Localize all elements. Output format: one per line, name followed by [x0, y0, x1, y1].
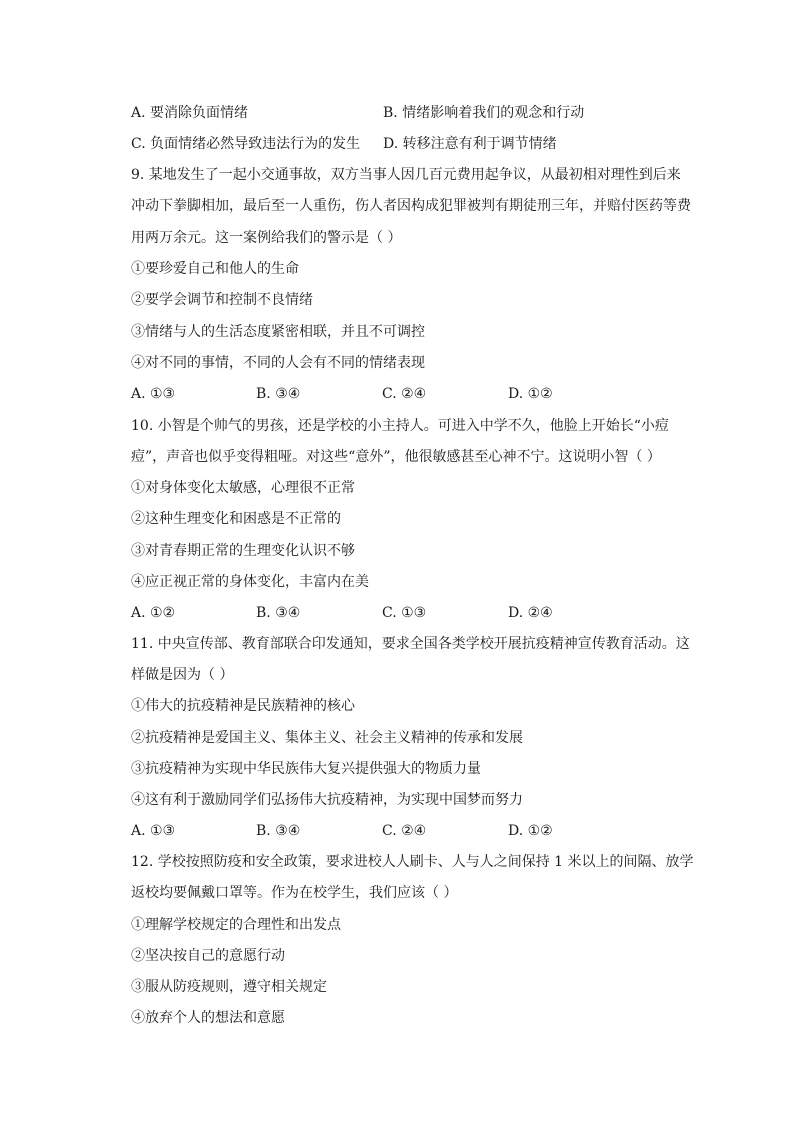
- q11-stem-line-2: 样做是因为（ ）: [131, 667, 234, 683]
- q9-option-c: C. ②④: [382, 386, 427, 402]
- q9-option-a: A. ①③: [131, 386, 176, 402]
- q11-option-c: C. ②④: [382, 823, 427, 839]
- q10-option-d: D. ②④: [508, 605, 553, 621]
- q8-option-b: B. 情绪影响着我们的观念和行动: [383, 105, 585, 121]
- q10-statement-3: ③对青春期正常的生理变化认识不够: [131, 543, 355, 559]
- q11-stem-line-1: 11. 中央宣传部、教育部联合印发通知，要求全国各类学校开展抗疫精神宣传教育活动。这: [131, 636, 690, 652]
- q10-stem-line-1: 10. 小智是个帅气的男孩，还是学校的小主持人。可进入中学不久，他脸上开始长“小痘: [131, 418, 669, 434]
- q9-statement-1: ①要珍爱自己和他人的生命: [131, 261, 299, 277]
- q9-statement-3: ③情绪与人的生活态度紧密相联，并且不可调控: [131, 324, 425, 340]
- q11-option-a: A. ①③: [131, 823, 176, 839]
- q9-stem-line-1: 9. 某地发生了一起小交通事故，双方当事人因几百元费用起争议，从最初相对理性到后来: [131, 167, 681, 183]
- q9-option-d: D. ①②: [508, 386, 553, 402]
- q12-statement-4: ④放弃个人的想法和意愿: [131, 1010, 285, 1026]
- q12-statement-3: ③服从防疫规则，遵守相关规定: [131, 979, 327, 995]
- q8-option-a: A. 要消除负面情绪: [131, 105, 249, 121]
- q9-statement-4: ④对不同的事情，不同的人会有不同的情绪表现: [131, 355, 425, 371]
- q10-statement-4: ④应正视正常的身体变化，丰富内在美: [131, 574, 369, 590]
- q12-stem-line-2: 返校均要佩戴口罩等。作为在校学生，我们应该（ ）: [131, 885, 458, 901]
- q10-statement-1: ①对身体变化太敏感，心理很不正常: [131, 480, 355, 496]
- q11-statement-3: ③抗疫精神为实现中华民族伟大复兴提供强大的物质力量: [131, 761, 481, 777]
- q12-statement-2: ②坚决按自己的意愿行动: [131, 948, 285, 964]
- q9-statement-2: ②要学会调节和控制不良情绪: [131, 292, 313, 308]
- q12-stem-line-1: 12. 学校按照防疫和安全政策，要求进校人人刷卡、人与人之间保持 1 米以上的间隔、放学: [131, 854, 694, 870]
- q8-option-c: C. 负面情绪必然导致违法行为的发生: [131, 136, 361, 152]
- q11-option-d: D. ①②: [508, 823, 553, 839]
- q12-statement-1: ①理解学校规定的合理性和出发点: [131, 917, 341, 933]
- q9-stem-line-2: 冲动下拳脚相加，最后至一人重伤，伤人者因构成犯罪被判有期徒刑三年，并赔付医药等费: [131, 198, 691, 214]
- q9-option-b: B. ③④: [256, 386, 301, 402]
- q9-stem-line-3: 用两万余元。这一案例给我们的警示是（ ）: [131, 230, 402, 246]
- q8-option-d: D. 转移注意有利于调节情绪: [383, 136, 557, 152]
- q11-option-b: B. ③④: [256, 823, 301, 839]
- q11-statement-2: ②抗疫精神是爱国主义、集体主义、社会主义精神的传承和发展: [131, 730, 523, 746]
- q10-statement-2: ②这种生理变化和困惑是不正常的: [131, 511, 341, 527]
- q10-stem-line-2: 痘”，声音也似乎变得粗哑。对这些“意外”，他很敏感甚至心神不宁。这说明小智（ ）: [131, 449, 661, 465]
- q10-option-c: C. ①③: [382, 605, 427, 621]
- q11-statement-1: ①伟大的抗疫精神是民族精神的核心: [131, 698, 355, 714]
- q10-option-a: A. ①②: [131, 605, 176, 621]
- q11-statement-4: ④这有利于激励同学们弘扬伟大抗疫精神，为实现中国梦而努力: [131, 792, 523, 808]
- q10-option-b: B. ③④: [256, 605, 301, 621]
